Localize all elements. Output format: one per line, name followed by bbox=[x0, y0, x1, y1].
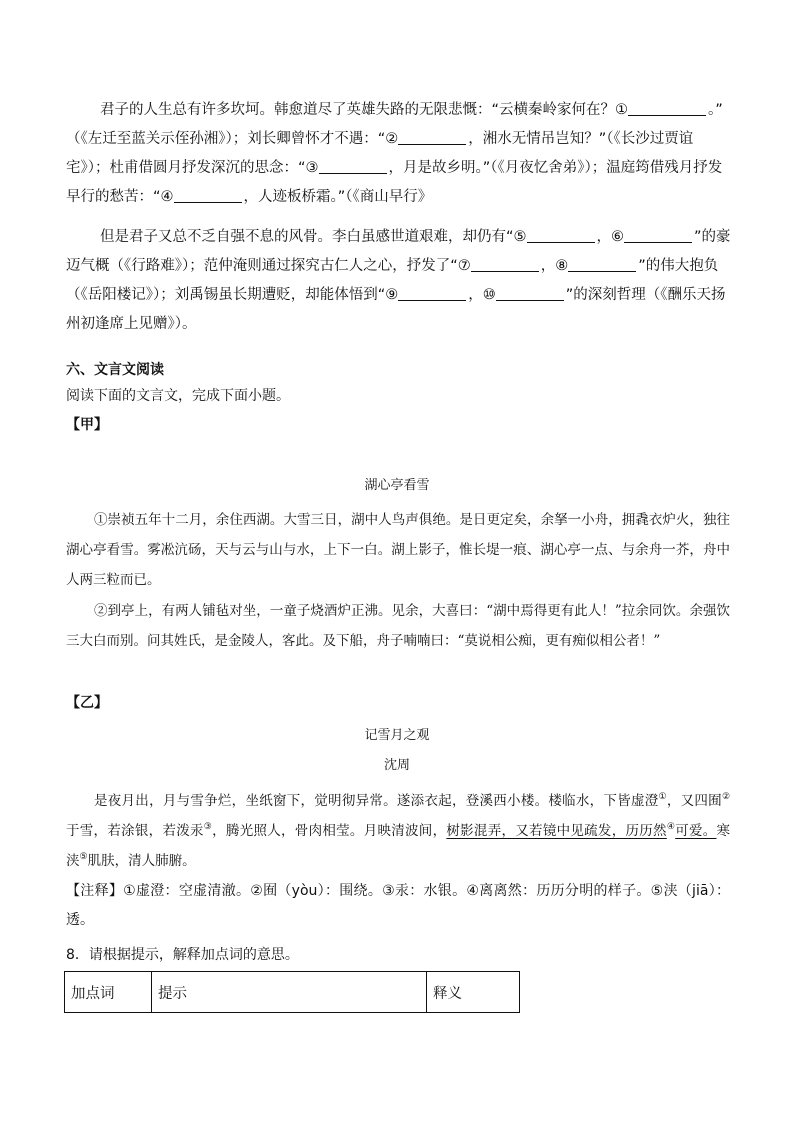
para1-line3 bbox=[66, 156, 722, 180]
text: 宅》）；杜甫借圆月抒发深沉的思念：“③ bbox=[66, 160, 319, 176]
text: 迈气概（《行路难》）；范仲淹则通过探究古仁人之心，抒发了“⑦ bbox=[66, 258, 471, 274]
table-header-cell: 加点词 bbox=[65, 972, 152, 1013]
blank-1[interactable] bbox=[628, 101, 706, 117]
para2-line2 bbox=[66, 254, 718, 278]
jia-label: 【甲】 bbox=[66, 417, 108, 433]
text: ，⑥ bbox=[596, 229, 625, 245]
footnote-marker: ③ bbox=[203, 822, 213, 832]
section-instruction: 阅读下面的文言文，完成下面小题。 bbox=[66, 388, 290, 404]
blank-3[interactable] bbox=[319, 159, 387, 175]
yi-author: 沈周 bbox=[383, 758, 410, 773]
footnote-marker: ④ bbox=[666, 822, 676, 832]
text: 君子的人生总有许多坎坷。韩愈道尽了英雄失路的无限悲慨：“云横秦岭家何在？① bbox=[100, 102, 629, 118]
jia-paragraph-2: ②到亭上，有两人铺毡对坐，一童子烧酒炉正沸。见余，大喜曰：“湖中焉得更有此人！”拉余同饮。余强饮三大白而别。问其姓氏，是金陵人，客此。及下船，舟子喃喃曰：“莫说相公痴，更有痴似相公者！” bbox=[66, 603, 730, 649]
yi-paragraph bbox=[66, 786, 730, 876]
text: 是夜月出，月与雪争烂，坐纸窗下，觉明彻异常。遂添衣起，登溪西小楼。楼临水，下皆虚澄 bbox=[94, 793, 659, 809]
blank-8[interactable] bbox=[568, 257, 636, 273]
table-row bbox=[65, 972, 520, 1013]
text: ”的深刻哲理（《酬乐天扬 bbox=[565, 287, 726, 303]
text: 。” bbox=[708, 102, 723, 118]
para1-line2 bbox=[66, 127, 693, 151]
para2-line4 bbox=[66, 312, 197, 336]
notes: 【注释】①虚澄：空虚清澈。②囿（yòu）：围绕。③汞：水银。④离离然：历历分明的样子。⑤浃（jiā）：透。 bbox=[66, 883, 730, 928]
yi-label: 【乙】 bbox=[66, 695, 108, 711]
text: 寒浃 bbox=[66, 823, 731, 869]
jia-paragraph-1: ①崇祯五年十二月，余住西湖。大雪三日，湖中人鸟声俱绝。是日更定矣，余拏一小舟，拥毳衣炉火，独往湖心亭看雪。雾凇沆砀，天与云与山与水，上下一白。湖上影子，惟长堤一痕、湖心亭一点、与余舟一芥，舟中人两三粒而已。 bbox=[66, 512, 730, 588]
text: （《岳阳楼记》）；刘禹锡虽长期遭贬，却能体悟到“⑨ bbox=[66, 287, 399, 303]
text: ，月是故乡明。”（《月夜忆舍弟》）；温庭筠借残月抒发 bbox=[388, 160, 723, 176]
text: ，人迹板桥霜。”（《商山早行》 bbox=[243, 189, 433, 205]
table-header-cell: 释义 bbox=[427, 972, 520, 1013]
text: 州初逢席上见赠》）。 bbox=[66, 316, 197, 332]
blank-6[interactable] bbox=[624, 228, 692, 244]
question-8-prompt: 8．请根据提示，解释加点词的意思。 bbox=[66, 947, 299, 963]
yi-title: 记雪月之观 bbox=[364, 728, 430, 743]
text: 于雪，若涂银，若泼汞 bbox=[66, 823, 204, 839]
underlined-sentence: 可爱。 bbox=[675, 823, 717, 839]
text: （《左迁至蓝关示侄孙湘》）；刘长卿曾怀才不遇：“② bbox=[66, 131, 399, 147]
section-heading: 六、文言文阅读 bbox=[66, 362, 164, 378]
para1-line4 bbox=[66, 185, 432, 209]
text: ”的伟大抱负 bbox=[638, 258, 719, 274]
blank-4[interactable] bbox=[174, 188, 242, 204]
para2-line3 bbox=[66, 283, 726, 307]
footnote-marker: ⑤ bbox=[79, 852, 88, 862]
footnote-marker: ① bbox=[658, 792, 667, 802]
text: 但是君子又总不乏自强不息的风骨。李白虽感世道艰难，却仍有“⑤ bbox=[100, 229, 527, 245]
text: ，湘水无情吊岂知？”（《长沙过贾谊 bbox=[468, 131, 694, 147]
hint-table bbox=[64, 971, 520, 1013]
text: ”的豪 bbox=[694, 229, 731, 245]
table-header-cell: 提示 bbox=[152, 972, 427, 1013]
blank-2[interactable] bbox=[398, 130, 466, 146]
para2-line1 bbox=[100, 225, 731, 249]
blank-7[interactable] bbox=[471, 257, 539, 273]
text: 肌肤，清人肺腑。 bbox=[87, 853, 196, 869]
blank-9[interactable] bbox=[398, 286, 466, 302]
blank-5[interactable] bbox=[527, 228, 595, 244]
text: ，⑩ bbox=[468, 287, 496, 303]
blank-10[interactable] bbox=[496, 286, 564, 302]
text: ，又四囿 bbox=[666, 793, 722, 809]
jia-title: 湖心亭看雪 bbox=[364, 478, 430, 493]
para1-line1 bbox=[100, 98, 723, 122]
text: ，腾光照人，骨肉相莹。月映清波间， bbox=[212, 823, 447, 839]
text: 早行的愁苦：“④ bbox=[66, 189, 174, 205]
underlined-sentence: 树影混弄，又若镜中见疏发，历历然 bbox=[446, 823, 667, 839]
footnote-marker: ② bbox=[721, 792, 731, 802]
text: ，⑧ bbox=[540, 258, 569, 274]
